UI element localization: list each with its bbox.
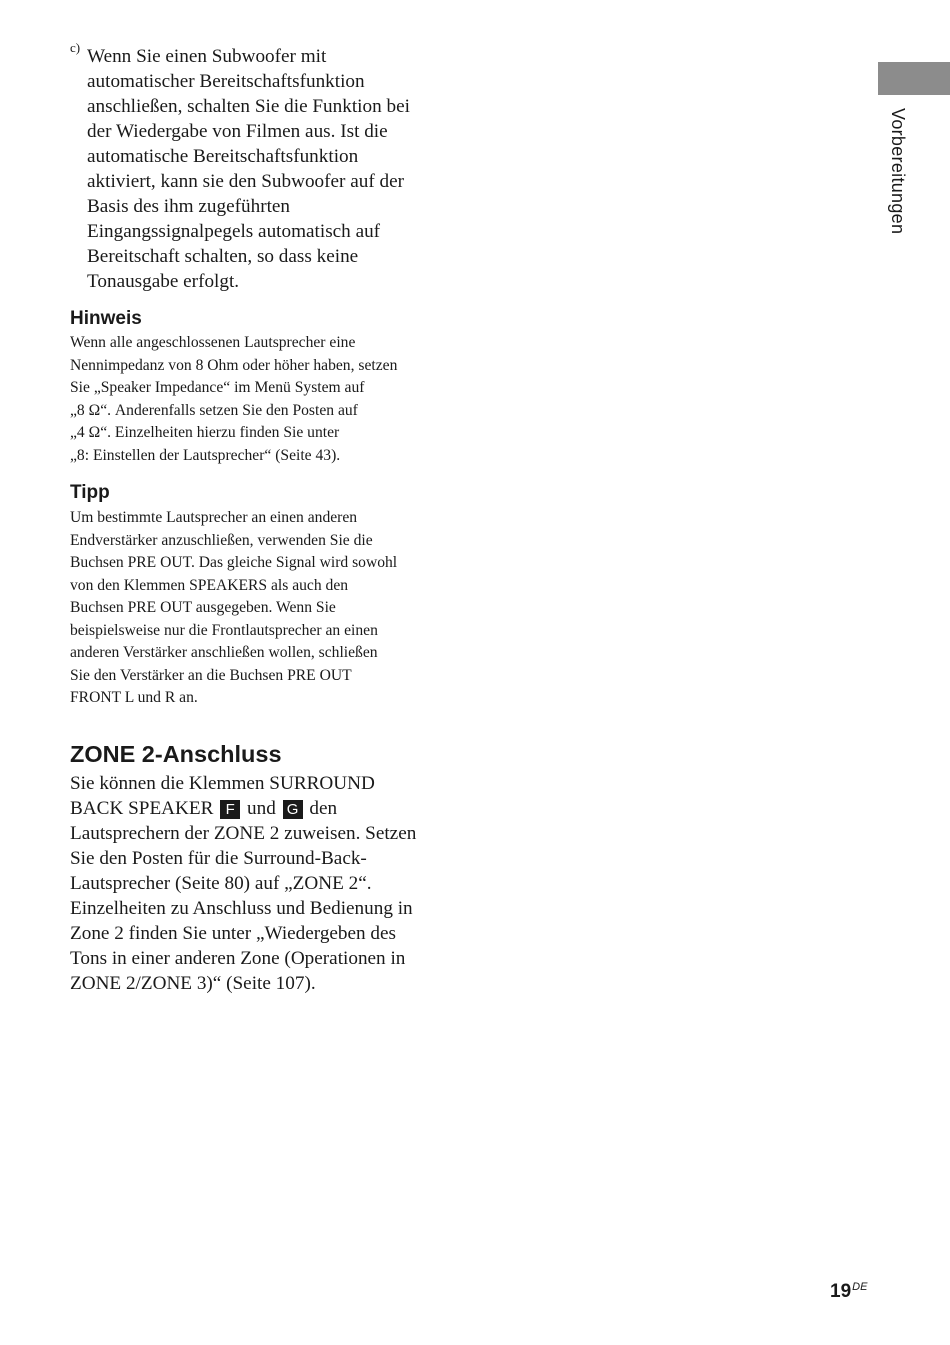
hinweis-text: [70, 332, 460, 467]
footnote-line: anschließen, schalten Sie die Funktion bei: [87, 96, 410, 117]
hinweis-line: Sie „Speaker Impedance“ im Menü System auf: [70, 379, 365, 396]
zone2-line: Einzelheiten zu Anschluss und Bedienung in: [70, 898, 413, 919]
zone2-line-part: BACK SPEAKER: [70, 798, 214, 819]
hinweis-line: Nennimpedanz von 8 Ohm oder höher haben, setzen: [70, 356, 398, 374]
footnote-line: aktiviert, kann sie den Subwoofer auf der: [87, 171, 405, 192]
tipp-line: beispielsweise nur die Frontlautsprecher an einen: [70, 621, 378, 639]
footnote-line: Tonausgabe erfolgt.: [87, 271, 240, 292]
tipp-text: [70, 507, 460, 710]
hinweis-line: „8: Einstellen der Lautsprecher“ (Seite 43).: [70, 446, 341, 464]
hinweis-line: Wenn alle angeschlossenen Lautsprecher eine: [70, 334, 356, 351]
tipp-line: anderen Verstärker anschließen wollen, schließen: [70, 644, 378, 661]
hinweis-heading: Hinweis: [70, 308, 142, 329]
footnote-subwoofer: [70, 40, 450, 294]
zone2-line: Sie können die Klemmen SURROUND: [70, 773, 375, 794]
zone2-line: Lautsprechern der ZONE 2 zuweisen. Setzen: [70, 823, 417, 844]
zone2-text: [70, 771, 460, 996]
zone2-line-with-boxes: [70, 796, 460, 821]
page-number-value: 19: [830, 1281, 852, 1302]
hinweis-line: „4 Ω“. Einzelheiten hierzu finden Sie unter: [70, 424, 340, 441]
section-tab-bar: [878, 62, 950, 95]
hinweis-line: „8 Ω“. Anderenfalls setzen Sie den Posten auf: [70, 401, 358, 419]
footnote-line: automatische Bereitschaftsfunktion: [87, 146, 359, 167]
zone2-line: Lautsprecher (Seite 80) auf „ZONE 2“.: [70, 873, 372, 894]
footnote-line: Wenn Sie einen Subwoofer mit: [87, 46, 327, 67]
zone2-line: Tons in einer anderen Zone (Operationen in: [70, 948, 406, 969]
tipp-line: Um bestimmte Lautsprecher an einen anderen: [70, 509, 358, 526]
tipp-line: Sie den Verstärker an die Buchsen PRE OUT: [70, 666, 352, 684]
tipp-line: FRONT L und R an.: [70, 689, 198, 706]
tipp-line: von den Klemmen SPEAKERS als auch den: [70, 576, 349, 594]
zone2-line: Zone 2 finden Sie unter „Wiedergeben des: [70, 923, 397, 944]
tipp-line: Endverstärker anzuschließen, verwenden Sie die: [70, 531, 373, 549]
page-number-suffix: DE: [852, 1281, 868, 1293]
zone2-line: Sie den Posten für die Surround-Back-: [70, 848, 367, 869]
section-tab-label: Vorbereitungen: [888, 108, 908, 235]
footnote-line: automatischer Bereitschaftsfunktion: [87, 71, 365, 92]
tipp-line: Buchsen PRE OUT ausgegeben. Wenn Sie: [70, 599, 336, 616]
zone2-line-part: und: [247, 798, 276, 819]
footnote-line: Eingangssignalpegels automatisch auf: [87, 221, 381, 242]
tipp-line: Buchsen PRE OUT. Das gleiche Signal wird sowohl: [70, 554, 398, 571]
tipp-heading: Tipp: [70, 482, 110, 503]
terminal-f-badge: F: [220, 800, 240, 819]
terminal-g-badge: G: [283, 800, 303, 819]
zone2-line-part: den: [309, 798, 338, 819]
zone2-line: ZONE 2/ZONE 3)“ (Seite 107).: [70, 973, 316, 994]
footnote-line: Basis des ihm zugeführten: [87, 196, 291, 217]
footnote-marker: c): [70, 40, 81, 55]
footnote-line: Bereitschaft schalten, so dass keine: [87, 246, 359, 267]
footnote-line: der Wiedergabe von Filmen aus. Ist die: [87, 121, 388, 142]
zone2-heading: ZONE 2-Anschluss: [70, 741, 282, 767]
page-number: [830, 1276, 867, 1303]
